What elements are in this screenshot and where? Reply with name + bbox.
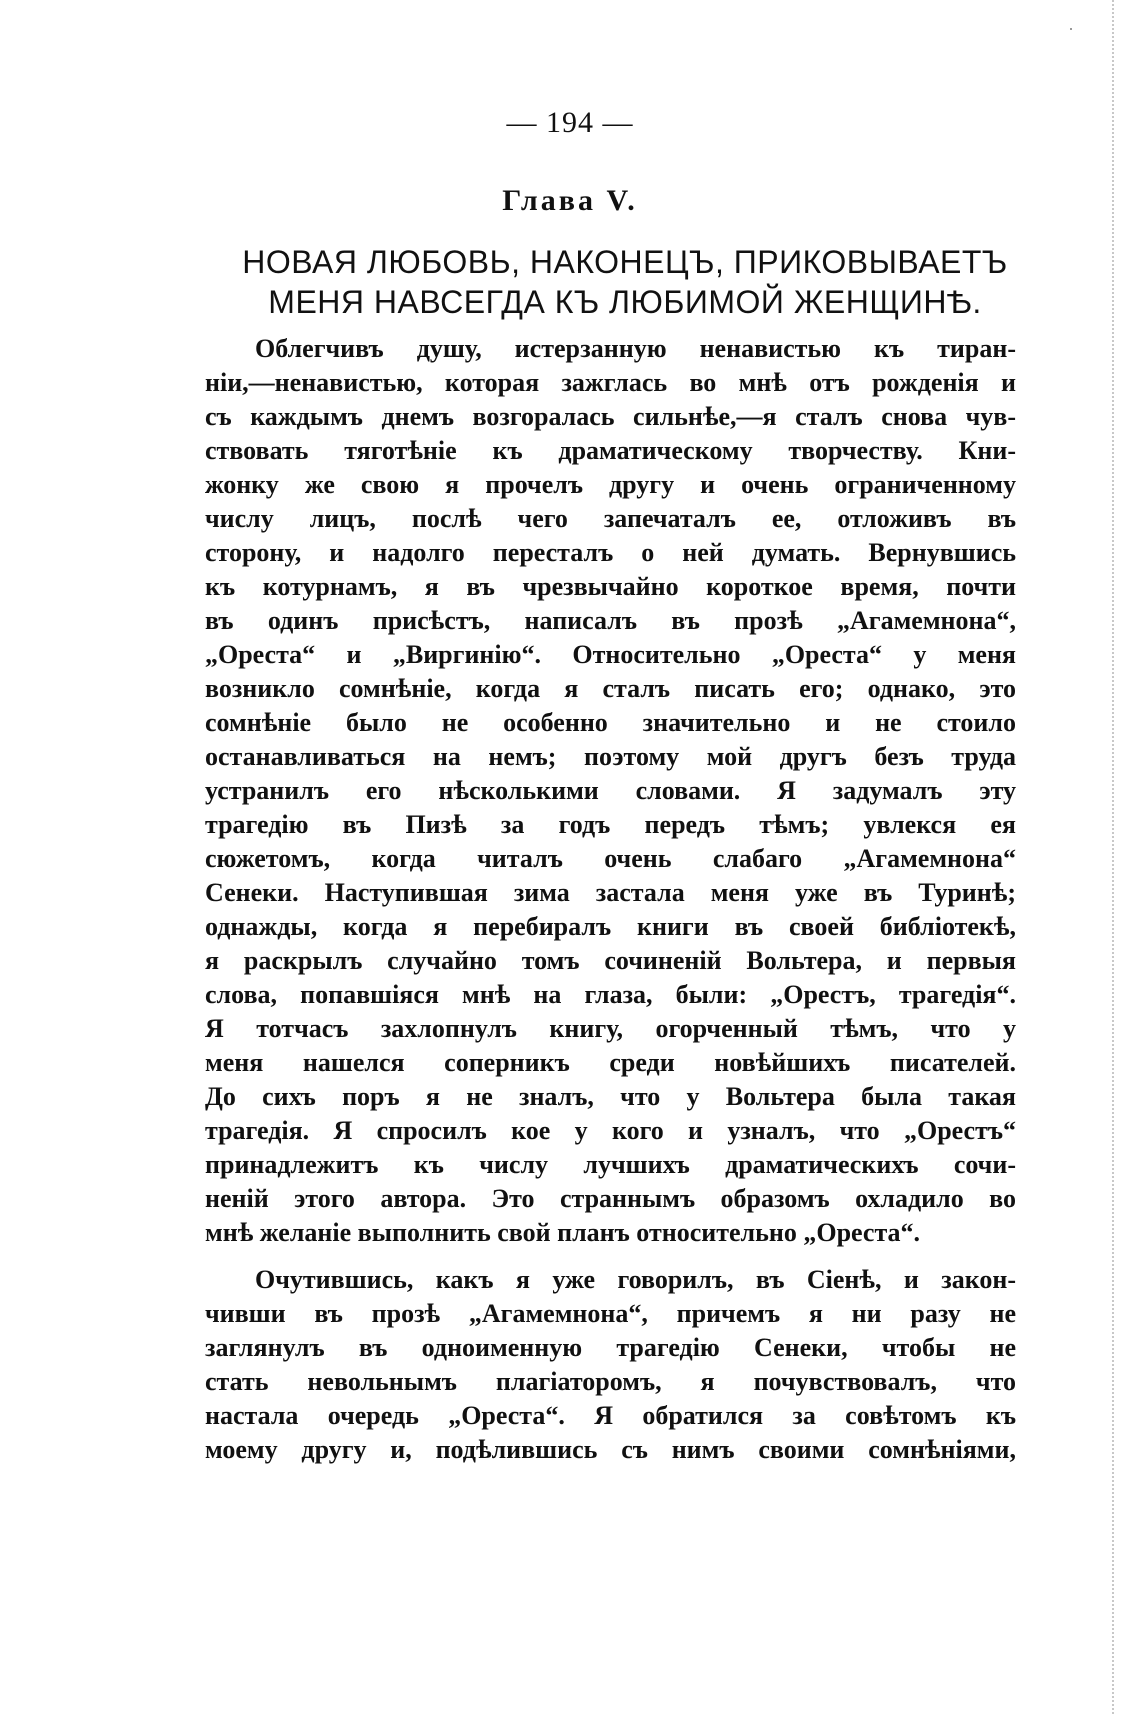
text-line: въ одинъ присѣстъ, написалъ въ прозѣ „Агамемнона“, bbox=[205, 606, 1016, 635]
paragraph bbox=[205, 1263, 1016, 1467]
text-line: Очутившись, какъ я уже говорилъ, въ Сіенѣ, и закон- bbox=[255, 1265, 1016, 1294]
chapter-heading: Глава V. bbox=[502, 184, 638, 217]
text-line: слова, попавшіяся мнѣ на глаза, были: „Орестъ, трагедія“. bbox=[205, 980, 1016, 1009]
chapter-title-line: МЕНЯ НАВСЕГДА КЪ ЛЮБИМОЙ ЖЕНЩИНѢ. bbox=[268, 284, 982, 320]
paragraph bbox=[205, 332, 1016, 1250]
text-line: меня нашелся соперникъ среди новѣйшихъ писателей. bbox=[205, 1048, 1016, 1077]
text-line: ніи,—ненавистью, которая зажглась во мнѣ отъ рожденія и bbox=[205, 368, 1016, 397]
chapter-title bbox=[205, 242, 1045, 322]
body-text bbox=[205, 332, 1016, 1467]
text-line: сомнѣніе было не особенно значительно и не стоило bbox=[205, 708, 1016, 737]
text-line: къ котурнамъ, я въ чрезвычайно короткое время, почти bbox=[205, 572, 1016, 601]
text-line: трагедію въ Пизѣ за годъ передъ тѣмъ; увлекся ея bbox=[205, 810, 1016, 839]
text-line: останавливаться на немъ; поэтому мой другъ безъ труда bbox=[205, 742, 1016, 771]
text-line: ствовать тяготѣніе къ драматическому творчеству. Кни- bbox=[205, 436, 1016, 465]
paragraph-gap bbox=[205, 1250, 1016, 1263]
text-line: числу лицъ, послѣ чего запечаталъ ее, отложивъ въ bbox=[205, 504, 1016, 533]
text-line: устранилъ его нѣсколькими словами. Я задумалъ эту bbox=[205, 776, 1016, 805]
scan-speck bbox=[1070, 28, 1072, 30]
text-line: съ каждымъ днемъ возгоралась сильнѣе,—я сталъ снова чув- bbox=[205, 402, 1016, 431]
text-line: До сихъ поръ я не зналъ, что у Вольтера была такая bbox=[205, 1082, 1016, 1111]
text-line: принадлежитъ къ числу лучшихъ драматическихъ сочи- bbox=[205, 1150, 1016, 1179]
text-line: я раскрылъ случайно томъ сочиненій Вольтера, и первыя bbox=[205, 946, 1016, 975]
text-line: Я тотчасъ захлопнулъ книгу, огорченный тѣмъ, что у bbox=[205, 1014, 1016, 1043]
text-line: жонку же свою я прочелъ другу и очень ограниченному bbox=[205, 470, 1016, 499]
text-line: мнѣ желаніе выполнить свой планъ относительно „Ореста“. bbox=[205, 1218, 921, 1247]
text-line: сторону, и надолго пересталъ о ней думать. Вернувшись bbox=[205, 538, 1016, 567]
text-line: стать невольнымъ плагіаторомъ, я почувствовалъ, что bbox=[205, 1367, 1016, 1396]
text-line: возникло сомнѣніе, когда я сталъ писать его; однако, это bbox=[205, 674, 1016, 703]
text-line: сюжетомъ, когда читалъ очень слабаго „Агамемнона“ bbox=[205, 844, 1016, 873]
chapter-title-line: НОВАЯ ЛЮБОВЬ, НАКОНЕЦЪ, ПРИКОВЫВАЕТЪ bbox=[242, 244, 1008, 280]
text-line: „Ореста“ и „Виргинію“. Относительно „Ореста“ у меня bbox=[205, 640, 1016, 669]
page-number: — 194 — bbox=[506, 106, 634, 139]
text-line: неній этого автора. Это страннымъ образомъ охладило во bbox=[205, 1184, 1016, 1213]
text-line: настала очередь „Ореста“. Я обратился за совѣтомъ къ bbox=[205, 1401, 1016, 1430]
text-line: моему другу и, подѣлившись съ нимъ своими сомнѣніями, bbox=[205, 1435, 1016, 1464]
text-line: однажды, когда я перебиралъ книги въ своей библіотекѣ, bbox=[205, 912, 1016, 941]
text-line: чивши въ прозѣ „Агамемнона“, причемъ я ни разу не bbox=[205, 1299, 1016, 1328]
text-line: трагедія. Я спросилъ кое у кого и узналъ, что „Орестъ“ bbox=[205, 1116, 1016, 1145]
text-line: Сенеки. Наступившая зима застала меня уже въ Туринѣ; bbox=[205, 878, 1016, 907]
page-edge-line bbox=[1112, 0, 1114, 1714]
text-line: заглянулъ въ одноименную трагедію Сенеки, чтобы не bbox=[205, 1333, 1016, 1362]
text-line: Облегчивъ душу, истерзанную ненавистью къ тиран- bbox=[255, 334, 1016, 363]
